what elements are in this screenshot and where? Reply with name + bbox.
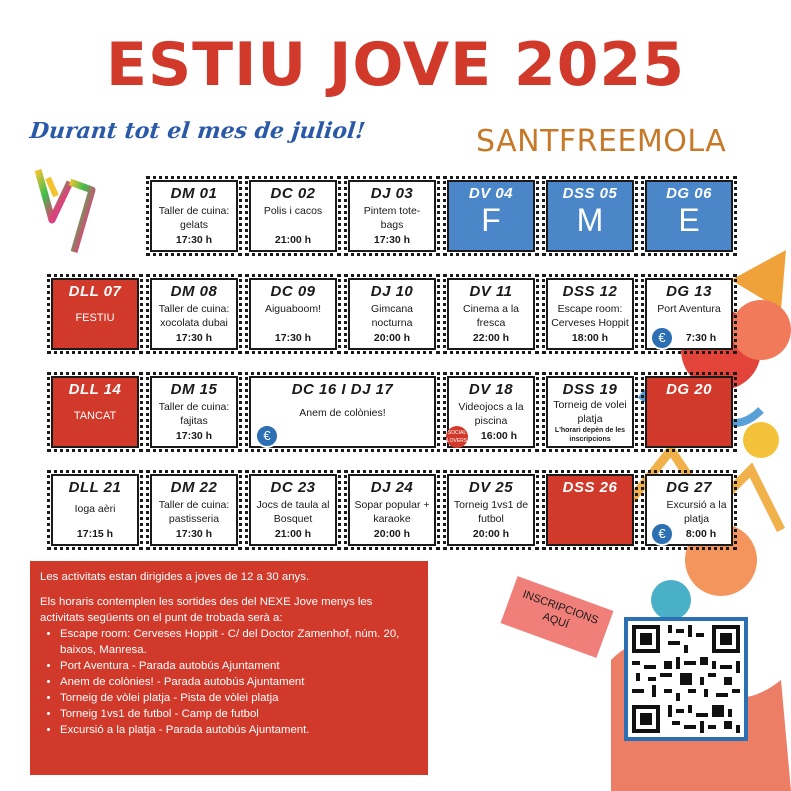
time-label: 17:30 h xyxy=(175,528,213,540)
day-cell-12 xyxy=(546,278,634,350)
day-cell-07 xyxy=(51,278,139,350)
day-cell-23 xyxy=(249,474,337,546)
list-item: • Torneig 1vs1 de futbol - Camp de futbol xyxy=(60,706,418,722)
age-range-text: Les activitats estan dirigides a joves de 12 a 30 anys. xyxy=(40,571,310,583)
day-label: DSS 12 xyxy=(562,283,618,300)
festival-letter: E xyxy=(678,202,700,238)
day-cell-03 xyxy=(348,180,436,252)
day-cell-18 xyxy=(447,376,535,448)
day-label: DG 27 xyxy=(666,479,712,496)
activity-label: Sopar popular + karaoke xyxy=(354,499,430,525)
day-cell-09 xyxy=(249,278,337,350)
meeting-point-intro: Els horaris contemplen les sortides des del NEXE Jove menys les activitats següents on el punt de trobada serà a: xyxy=(40,596,373,624)
time-label: 16:00 h xyxy=(480,430,518,442)
euro-icon: € xyxy=(650,522,674,546)
activity-label: Polis i cacos xyxy=(263,205,323,217)
time-label: 17:30 h xyxy=(274,332,312,344)
day-cell-14 xyxy=(51,376,139,448)
signup-qr-code[interactable] xyxy=(624,617,748,741)
day-label: DM 08 xyxy=(170,283,218,300)
day-label: DM 01 xyxy=(170,185,218,202)
time-label: 17:30 h xyxy=(175,332,213,344)
day-label: DM 22 xyxy=(170,479,218,496)
time-label: 17:30 h xyxy=(175,430,213,442)
day-cell-10 xyxy=(348,278,436,350)
day-cell-22 xyxy=(150,474,238,546)
activity-label: Taller de cuina: fajitas xyxy=(158,401,230,427)
time-label: 17:30 h xyxy=(175,234,213,246)
day-label: DV 04 xyxy=(468,185,514,202)
day-label: DV 25 xyxy=(468,479,514,496)
time-label: 8:00 h xyxy=(685,528,717,540)
schedule-note: L'horari depèn de les inscripcions xyxy=(554,427,626,443)
day-cell-01 xyxy=(150,180,238,252)
list-item: • Anem de colònies! - Parada autobús Ajuntament xyxy=(60,674,418,690)
day-cell-24 xyxy=(348,474,436,546)
activity-label: Jocs de taula al Bosquet xyxy=(256,499,330,525)
list-item: • Port Aventura - Parada autobús Ajuntament xyxy=(60,658,418,674)
activity-label: Taller de cuina: pastisseria xyxy=(158,499,230,525)
day-label: DSS 05 xyxy=(562,185,618,202)
day-cell-13 xyxy=(645,278,733,350)
activity-label: Anem de colònies! xyxy=(299,407,386,419)
day-label: DG 06 xyxy=(666,185,712,202)
activity-label: Escape room: Cerveses Hoppit xyxy=(551,303,629,329)
time-label: 20:00 h xyxy=(373,332,411,344)
list-item: • Escape room: Cerveses Hoppit - C/ del Doctor Zamenhof, núm. 20, baixos, Manresa. xyxy=(60,626,418,658)
activity-label: Cinema a la fresca xyxy=(462,303,520,329)
info-panel xyxy=(30,561,428,775)
list-item: • Torneig de vòlei platja - Pista de vòlei platja xyxy=(60,690,418,706)
day-label: DLL 14 xyxy=(68,381,122,398)
festival-letter: F xyxy=(481,202,501,238)
activity-label: Torneig de volei platja xyxy=(553,399,627,425)
day-cell-27 xyxy=(645,474,733,546)
day-cell-04 xyxy=(447,180,535,252)
time-label: 21:00 h xyxy=(274,234,312,246)
festival-letter: M xyxy=(576,202,604,238)
day-cell-15 xyxy=(150,376,238,448)
day-cell-05 xyxy=(546,180,634,252)
closed-label: FESTIU xyxy=(75,312,115,324)
day-label: DC 16 I DJ 17 xyxy=(291,381,394,398)
activity-label: Pintem tote-bags xyxy=(363,205,421,231)
time-label: 20:00 h xyxy=(472,528,510,540)
activity-label: Torneig 1vs1 de futbol xyxy=(453,499,529,525)
day-label: DC 02 xyxy=(270,185,316,202)
day-cell-02 xyxy=(249,180,337,252)
day-label: DJ 10 xyxy=(370,283,414,300)
time-label: 21:00 h xyxy=(274,528,312,540)
time-label: 17:15 h xyxy=(76,528,114,540)
activity-label: Videojocs a la piscina xyxy=(458,401,524,427)
page-title: ESTIU JOVE 2025 xyxy=(105,30,686,100)
day-label: DSS 19 xyxy=(562,381,618,398)
social-lovers-icon: SOCIAL LOVERS xyxy=(446,426,468,448)
time-label: 20:00 h xyxy=(373,528,411,540)
meeting-point-list xyxy=(40,626,418,738)
day-cell-20 xyxy=(645,376,733,448)
day-label: DG 20 xyxy=(666,381,712,398)
activity-label: Port Aventura xyxy=(657,303,721,315)
activity-label: Taller de cuina: gelats xyxy=(158,205,230,231)
euro-icon: € xyxy=(255,424,279,448)
day-cell-25 xyxy=(447,474,535,546)
day-label: DLL 07 xyxy=(68,283,122,300)
activity-label: Excursió a la platja xyxy=(666,499,727,525)
day-cell-16-17 xyxy=(249,376,436,448)
activity-label: Gimcana nocturna xyxy=(370,303,413,329)
signup-label: INSCRIPCIONS AQUÍ xyxy=(501,576,614,658)
day-label: DM 15 xyxy=(170,381,218,398)
time-label: 17:30 h xyxy=(373,234,411,246)
day-label: DV 18 xyxy=(468,381,514,398)
day-label: DC 23 xyxy=(270,479,316,496)
day-label: DLL 21 xyxy=(68,479,122,496)
euro-icon: € xyxy=(650,326,674,350)
time-label: 18:00 h xyxy=(571,332,609,344)
day-label: DG 13 xyxy=(666,283,712,300)
day-label: DV 11 xyxy=(469,283,513,300)
day-cell-11 xyxy=(447,278,535,350)
day-cell-08 xyxy=(150,278,238,350)
day-cell-06 xyxy=(645,180,733,252)
brand-logo-text: SANTFREEMOLA xyxy=(476,124,727,159)
activity-label: Aiguaboom! xyxy=(264,303,322,315)
list-item: • Excursió a la platja - Parada autobús Ajuntament. xyxy=(60,722,418,738)
day-cell-21 xyxy=(51,474,139,546)
subtitle: Durant tot el mes de juliol! xyxy=(28,118,367,144)
closed-label: TANCAT xyxy=(73,410,117,422)
time-label: 22:00 h xyxy=(472,332,510,344)
day-cell-26 xyxy=(546,474,634,546)
neon-logo-icon xyxy=(30,160,110,260)
day-label: DJ 24 xyxy=(370,479,414,496)
day-cell-19 xyxy=(546,376,634,448)
day-label: DSS 26 xyxy=(562,479,618,496)
activity-label: Ioga aèri xyxy=(74,503,116,515)
time-label: 7:30 h xyxy=(685,332,717,344)
activity-label: Taller de cuina: xocolata dubai xyxy=(158,303,230,329)
day-label: DJ 03 xyxy=(370,185,414,202)
day-label: DC 09 xyxy=(270,283,316,300)
